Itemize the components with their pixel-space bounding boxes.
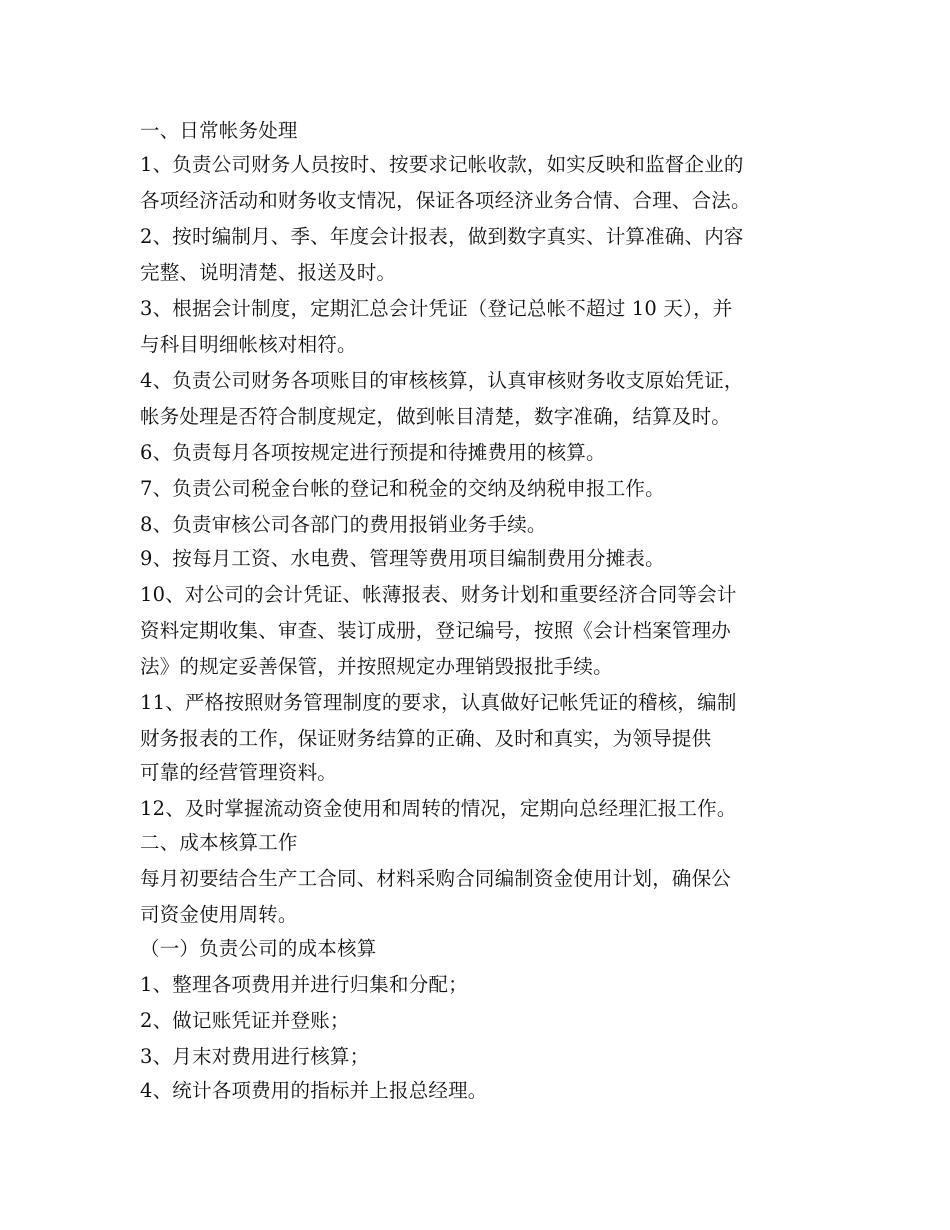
text-line: 帐务处理是否符合制度规定，做到帐目清楚，数字准确，结算及时。	[140, 405, 732, 428]
section-heading: 一、日常帐务处理	[140, 119, 298, 142]
text-line: 法》的规定妥善保管，并按照规定办理销毁报批手续。	[140, 655, 613, 678]
section-heading: 二、成本核算工作	[140, 831, 298, 854]
text-line: 2、做记账凭证并登账；	[140, 1009, 350, 1032]
text-line: 1、整理各项费用并进行归集和分配；	[140, 973, 468, 996]
text-line: 12、及时掌握流动资金使用和周转的情况，定期向总经理汇报工作。	[140, 797, 737, 820]
text-line: 9、按每月工资、水电费、管理等费用项目编制费用分摊表。	[140, 547, 665, 570]
text-line: 每月初要结合生产工合同、材料采购合同编制资金使用计划，确保公	[140, 867, 732, 890]
text-line: 2、按时编制月、季、年度会计报表，做到数字真实、计算准确、内容	[140, 225, 744, 248]
text-line: 6、负责每月各项按规定进行预提和待摊费用的核算。	[140, 441, 606, 464]
text-line: 4、负责公司财务各项账目的审核核算，认真审核财务收支原始凭证，	[140, 369, 744, 392]
text-line: 司资金使用周转。	[140, 903, 298, 926]
text-line: 4、统计各项费用的指标并上报总经理。	[140, 1079, 488, 1102]
text-line: 3、月末对费用进行核算；	[140, 1045, 370, 1068]
text-line: 财务报表的工作，保证财务结算的正确、及时和真实，为领导提供	[140, 727, 712, 750]
text-line: 7、负责公司税金台帐的登记和税金的交纳及纳税申报工作。	[140, 477, 665, 500]
text-line: 11、严格按照财务管理制度的要求，认真做好记帐凭证的稽核，编制	[140, 691, 737, 714]
text-line: 10、对公司的会计凭证、帐薄报表、财务计划和重要经济合同等会计	[140, 583, 737, 606]
text-line: 3、根据会计制度，定期汇总会计凭证（登记总帐不超过 10 天），并	[140, 297, 733, 320]
text-line: 与科目明细帐核对相符。	[140, 333, 357, 356]
subsection-heading: （一）负责公司的成本核算	[140, 937, 377, 960]
text-line: 各项经济活动和财务收支情况，保证各项经济业务合情、合理、合法。	[140, 189, 751, 212]
text-line: 1、负责公司财务人员按时、按要求记帐收款，如实反映和监督企业的	[140, 153, 744, 176]
text-line: 完整、说明清楚、报送及时。	[140, 261, 397, 284]
text-line: 资料定期收集、审查、装订成册，登记编号，按照《会计档案管理办	[140, 619, 732, 642]
text-line: 8、负责审核公司各部门的费用报销业务手续。	[140, 513, 547, 536]
text-line: 可靠的经营管理资料。	[140, 761, 338, 784]
